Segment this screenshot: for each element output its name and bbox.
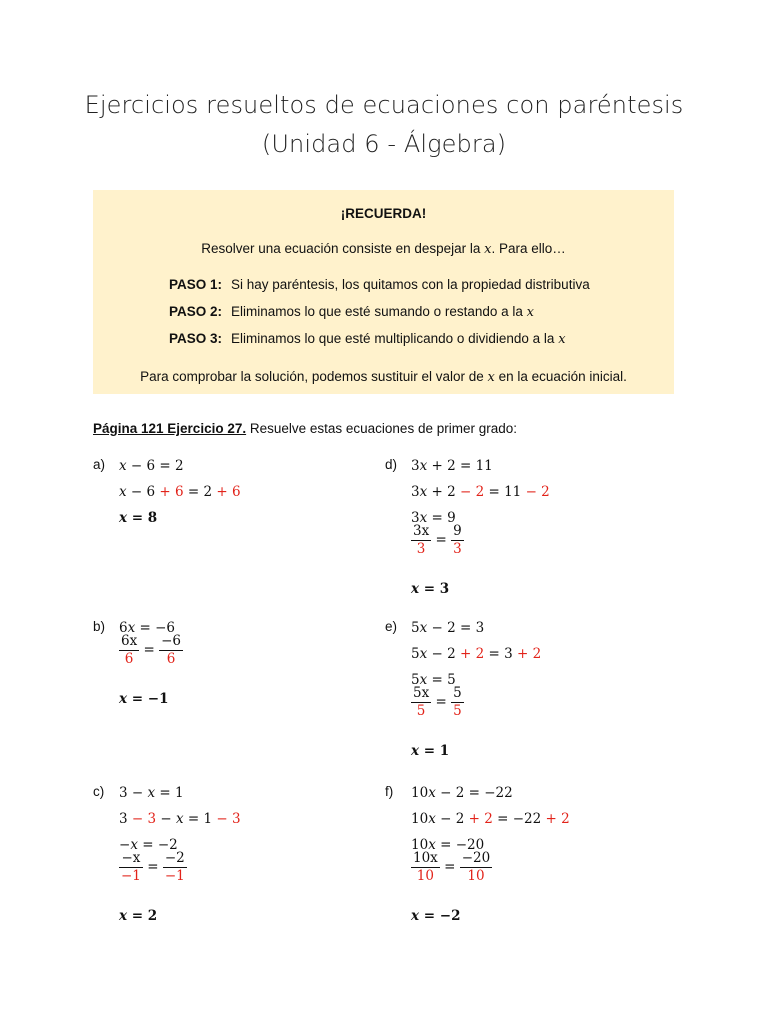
variable-x: x: [419, 510, 428, 526]
solution-line: [411, 742, 449, 760]
equation-term: 3: [411, 484, 420, 500]
equation-line: [411, 685, 464, 720]
equation-term: = 1: [183, 811, 217, 827]
equation-term: 10: [411, 785, 429, 801]
variable-x: x: [147, 785, 156, 801]
equation-term: + 6: [216, 484, 241, 500]
fraction-denominator: 3: [416, 541, 426, 557]
equation-term: = −22: [492, 811, 546, 827]
exercise-label: f): [385, 784, 394, 799]
exercise-instruction: Resuelve estas ecuaciones de primer grado:: [246, 421, 517, 436]
fraction-numerator: 5x: [413, 685, 430, 701]
intro-variable: x: [484, 242, 492, 257]
variable-x: x: [119, 691, 128, 707]
fraction-denominator: −1: [164, 868, 185, 884]
equation-term: + 2 = 11: [427, 458, 493, 474]
equation-term: + 2: [516, 646, 542, 662]
equation-term: 3: [411, 458, 420, 474]
variable-x: x: [119, 458, 127, 474]
equation-term: = −20: [435, 837, 485, 853]
equation-term: − 2 = −22: [435, 785, 513, 801]
variable-x: x: [119, 510, 128, 526]
reminder-box: [93, 190, 674, 394]
equation-term: = 5: [427, 672, 456, 688]
equation-term: − 6: [126, 484, 160, 500]
equation-term: 5: [411, 672, 420, 688]
equation-line: [411, 619, 484, 637]
equation-term: + 2: [427, 484, 460, 500]
equation-term: = −2: [137, 837, 178, 853]
exercise-heading: [93, 421, 517, 436]
equation-term: − 2: [525, 484, 550, 500]
equation-term: −: [119, 837, 131, 853]
equation-term: = −6: [135, 620, 176, 636]
step-3: [169, 331, 566, 347]
fraction-denominator: −1: [121, 868, 141, 884]
equation-term: + 2: [545, 811, 570, 827]
equation-term: 6: [119, 620, 128, 636]
page-title: [0, 86, 768, 164]
step-3-label: PASO 3:: [169, 331, 223, 346]
equation-term: + 6: [159, 484, 184, 500]
equation-term: − 2 = 3: [427, 620, 485, 636]
exercise-label: e): [385, 619, 398, 634]
fraction-denominator: 5: [453, 703, 462, 719]
variable-x: x: [411, 581, 420, 597]
equation-term: = 1: [419, 743, 450, 759]
equation-term: + 2: [468, 811, 493, 827]
fraction: [119, 850, 143, 885]
variable-x: x: [411, 908, 420, 924]
variable-x: x: [119, 484, 127, 500]
equation-line: [411, 784, 513, 802]
exercise-label: d): [385, 457, 398, 472]
equation-line: [411, 457, 493, 475]
equation-term: − 3: [216, 811, 241, 827]
variable-x: x: [419, 646, 428, 662]
equation-line: [411, 645, 541, 663]
equation-term: = 2: [127, 908, 158, 924]
equation-line: [119, 633, 183, 668]
equation-line: [411, 483, 550, 501]
fraction-numerator: 10x: [413, 850, 438, 866]
variable-x: x: [419, 458, 428, 474]
equation-term: = 8: [127, 510, 158, 526]
fraction-numerator: −6: [161, 633, 182, 649]
fraction-denominator: 3: [453, 541, 462, 557]
variable-x: x: [127, 620, 136, 636]
variable-x: x: [130, 837, 138, 853]
solution-line: [411, 580, 449, 598]
exercise-label: b): [93, 619, 106, 634]
solution-line: [119, 907, 157, 925]
step-3-text: Eliminamos lo que esté multiplicando o dividiendo a la: [231, 331, 559, 346]
fraction: [451, 523, 464, 558]
fraction-denominator: 10: [467, 868, 485, 884]
fraction-numerator: −20: [461, 850, 491, 866]
fraction: [119, 633, 139, 668]
equation-term: − 2: [460, 484, 485, 500]
fraction: [163, 850, 187, 885]
fraction-denominator: 6: [124, 651, 134, 667]
fraction: [411, 850, 440, 885]
equation-term: = 3: [484, 646, 517, 662]
equation-term: 3 −: [119, 785, 148, 801]
variable-x: x: [176, 811, 184, 827]
intro-text: Resolver una ecuación consiste en despejar la: [201, 241, 485, 256]
step-2-text: Eliminamos lo que esté sumando o restando a la: [231, 304, 527, 319]
variable-x: x: [119, 908, 128, 924]
step-1: [169, 277, 590, 292]
equation-line: [411, 523, 464, 558]
equation-line: [119, 457, 184, 475]
variable-x: x: [428, 785, 436, 801]
fraction-denominator: 5: [416, 703, 426, 719]
title-line-2: (Unidad 6 - Álgebra): [261, 130, 507, 158]
reminder-check: [93, 369, 674, 385]
equals-sign: =: [142, 859, 163, 875]
fraction-numerator: −x: [119, 850, 143, 868]
equation-line: [119, 810, 241, 828]
step-2-variable: x: [526, 305, 535, 320]
equation-term: − 3: [131, 811, 157, 827]
solution-line: [119, 509, 157, 527]
check-text: Para comprobar la solución, podemos sustituir el valor de: [140, 369, 488, 384]
fraction-denominator: 6: [166, 651, 176, 667]
fraction: [159, 633, 183, 668]
variable-x: x: [419, 620, 428, 636]
variable-x: x: [419, 484, 428, 500]
equals-sign: =: [439, 859, 460, 875]
fraction: [451, 685, 464, 720]
equation-term: = 3: [419, 581, 450, 597]
equals-sign: =: [431, 532, 452, 548]
exercise-label: a): [93, 457, 106, 472]
equals-sign: =: [431, 694, 452, 710]
equation-line: [411, 850, 492, 885]
equation-term: − 6 = 2: [126, 458, 184, 474]
step-1-text: Si hay paréntesis, los quitamos con la propiedad distributiva: [231, 277, 590, 292]
equation-term: 5: [411, 620, 420, 636]
equation-term: = 9: [427, 510, 456, 526]
intro-text-end: . Para ello…: [491, 241, 566, 256]
reminder-heading: ¡RECUERDA!: [340, 206, 427, 221]
equation-line: [119, 483, 241, 501]
step-3-variable: x: [558, 332, 566, 347]
equation-term: − 2: [427, 646, 460, 662]
equation-term: − 2: [435, 811, 469, 827]
equation-term: = −2: [419, 908, 461, 924]
fraction-numerator: 6x: [121, 633, 138, 649]
equation-term: 5: [411, 646, 420, 662]
equals-sign: =: [139, 642, 160, 658]
equation-line: [119, 850, 187, 885]
fraction-numerator: 5: [453, 685, 462, 701]
check-variable: x: [487, 370, 495, 385]
fraction: [460, 850, 493, 885]
step-2: [169, 304, 534, 320]
fraction-numerator: 9: [453, 523, 462, 539]
variable-x: x: [428, 837, 436, 853]
fraction-denominator: 10: [416, 868, 434, 884]
equation-term: = −1: [127, 691, 169, 707]
fraction: [411, 685, 431, 720]
equation-line: [119, 784, 184, 802]
equation-term: −: [156, 811, 176, 827]
variable-x: x: [419, 672, 428, 688]
solution-line: [119, 690, 168, 708]
fraction-numerator: −2: [164, 850, 185, 866]
equation-term: + 2: [460, 646, 485, 662]
check-text-end: en la ecuación inicial.: [494, 369, 627, 384]
equation-line: [411, 810, 570, 828]
solution-line: [411, 907, 460, 925]
exercise-reference: Página 121 Ejercicio 27.: [93, 421, 247, 436]
variable-x: x: [428, 811, 436, 827]
equation-term: 3: [411, 510, 420, 526]
variable-x: x: [411, 743, 420, 759]
equation-term: 10: [411, 837, 429, 853]
equation-term: 3: [119, 811, 132, 827]
step-1-label: PASO 1:: [169, 277, 223, 292]
reminder-intro: [93, 241, 674, 257]
equation-term: 10: [411, 811, 429, 827]
exercise-label: c): [93, 784, 105, 799]
equation-term: = 11: [484, 484, 526, 500]
step-2-label: PASO 2:: [169, 304, 223, 319]
title-line-1: Ejercicios resueltos de ecuaciones con paréntesis: [84, 91, 684, 119]
equation-term: = 2: [183, 484, 217, 500]
fraction-numerator: 3x: [413, 523, 430, 539]
equation-term: = 1: [155, 785, 184, 801]
fraction: [411, 523, 431, 558]
